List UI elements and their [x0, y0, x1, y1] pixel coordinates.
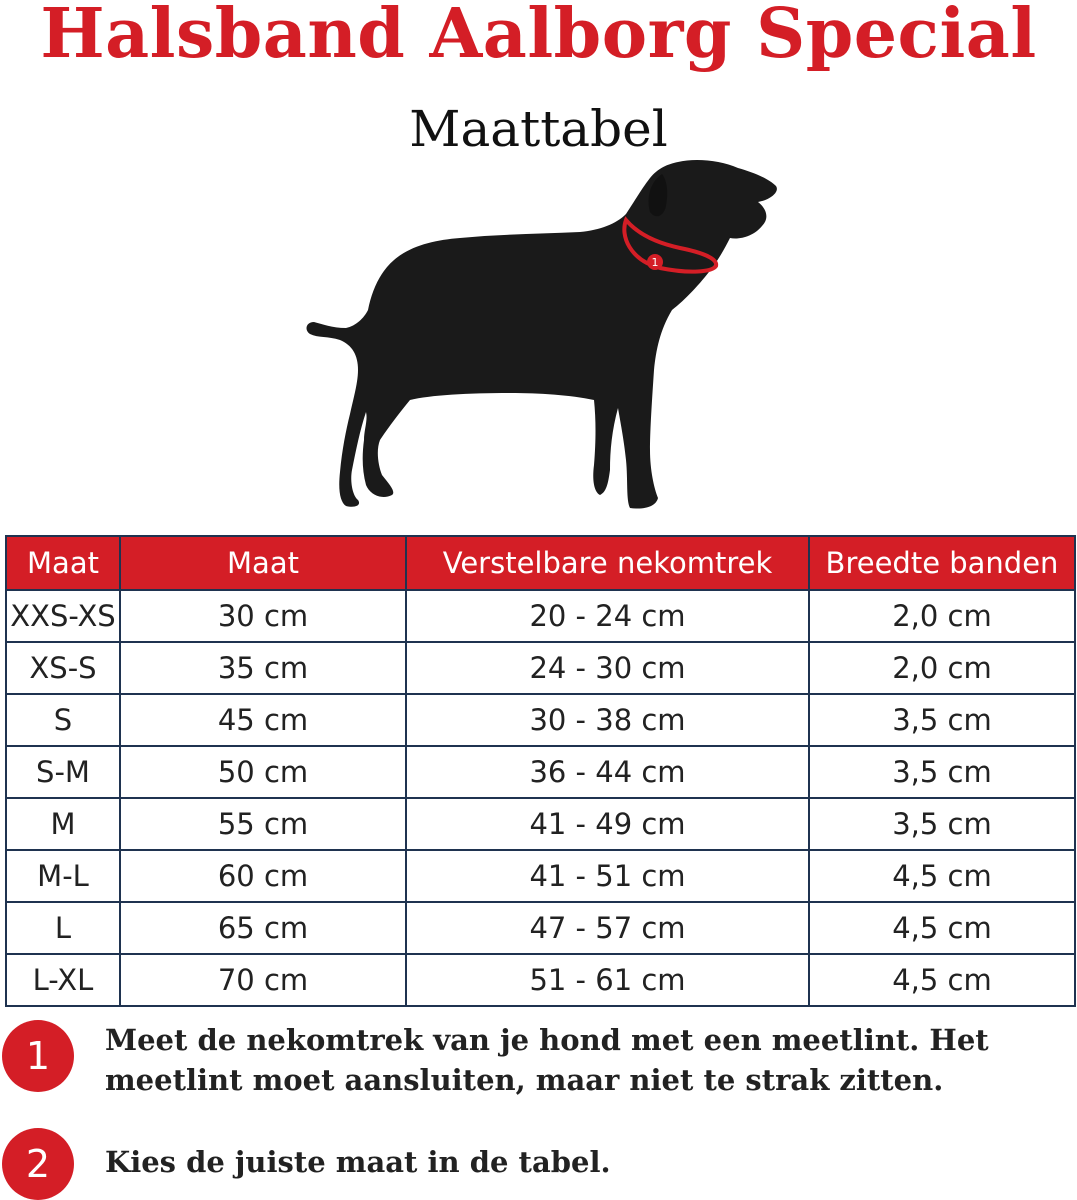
cell-neck-range: 36 - 44 cm	[406, 746, 809, 798]
cell-size: XXS-XS	[6, 590, 120, 642]
cell-size: M-L	[6, 850, 120, 902]
header-band-width: Breedte banden	[809, 536, 1075, 590]
cell-length: 60 cm	[120, 850, 406, 902]
table-row	[6, 902, 1075, 954]
cell-length: 30 cm	[120, 590, 406, 642]
cell-size: L	[6, 902, 120, 954]
collar-marker-label: 1	[651, 256, 659, 269]
cell-size: M	[6, 798, 120, 850]
cell-neck-range: 51 - 61 cm	[406, 954, 809, 1006]
cell-size: S	[6, 694, 120, 746]
cell-neck-range: 41 - 51 cm	[406, 850, 809, 902]
step-1-text	[105, 1020, 989, 1100]
dog-body	[307, 160, 777, 509]
cell-length: 45 cm	[120, 694, 406, 746]
cell-size: XS-S	[6, 642, 120, 694]
table-row	[6, 590, 1075, 642]
cell-band-width: 3,5 cm	[809, 798, 1075, 850]
cell-size: S-M	[6, 746, 120, 798]
cell-neck-range: 24 - 30 cm	[406, 642, 809, 694]
step-2-badge: 2	[2, 1128, 74, 1200]
header-maat-size: Maat	[6, 536, 120, 590]
table-row	[6, 850, 1075, 902]
cell-size: L-XL	[6, 954, 120, 1006]
cell-band-width: 3,5 cm	[809, 694, 1075, 746]
cell-neck-range: 20 - 24 cm	[406, 590, 809, 642]
step-1-line-2: meetlint moet aansluiten, maar niet te strak zitten.	[105, 1063, 944, 1097]
cell-band-width: 4,5 cm	[809, 954, 1075, 1006]
cell-band-width: 3,5 cm	[809, 746, 1075, 798]
cell-neck-range: 30 - 38 cm	[406, 694, 809, 746]
cell-band-width: 2,0 cm	[809, 590, 1075, 642]
cell-band-width: 2,0 cm	[809, 642, 1075, 694]
cell-length: 70 cm	[120, 954, 406, 1006]
table-header-row	[6, 536, 1075, 590]
dog-silhouette-icon	[300, 150, 790, 520]
size-table	[5, 535, 1076, 1007]
table-row	[6, 954, 1075, 1006]
cell-length: 55 cm	[120, 798, 406, 850]
step-1-line-1: Meet de nekomtrek van je hond met een meetlint. Het	[105, 1023, 989, 1057]
cell-band-width: 4,5 cm	[809, 850, 1075, 902]
table-row	[6, 694, 1075, 746]
cell-neck-range: 41 - 49 cm	[406, 798, 809, 850]
cell-length: 50 cm	[120, 746, 406, 798]
table-row	[6, 798, 1075, 850]
cell-length: 35 cm	[120, 642, 406, 694]
header-neck-range: Verstelbare nekomtrek	[406, 536, 809, 590]
page-subtitle: Maattabel	[409, 100, 668, 158]
cell-length: 65 cm	[120, 902, 406, 954]
table-row	[6, 746, 1075, 798]
cell-band-width: 4,5 cm	[809, 902, 1075, 954]
page-title: Halsband Aalborg Special	[40, 0, 1037, 74]
step-2-text: Kies de juiste maat in de tabel.	[105, 1145, 611, 1179]
header-maat-length: Maat	[120, 536, 406, 590]
step-1-badge: 1	[2, 1020, 74, 1092]
cell-neck-range: 47 - 57 cm	[406, 902, 809, 954]
table-row	[6, 642, 1075, 694]
